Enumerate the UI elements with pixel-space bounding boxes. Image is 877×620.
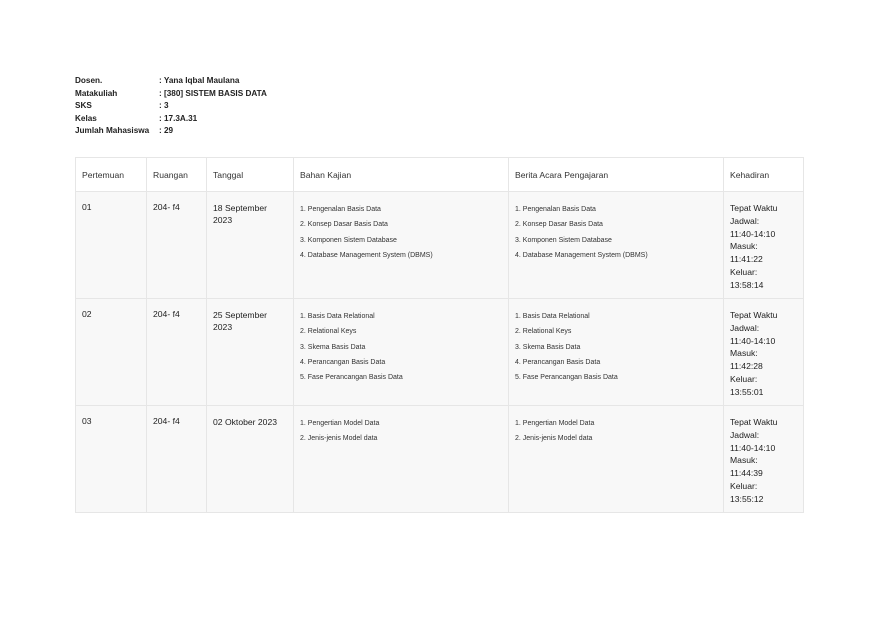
list-item: 2. Konsep Dasar Basis Data — [300, 221, 388, 229]
info-label: Matakuliah — [75, 88, 118, 98]
list-item: 1. Pengenalan Basis Data — [300, 206, 381, 213]
header-bahan-kajian: Bahan Kajian — [294, 158, 509, 192]
cell-berita-acara — [509, 299, 724, 406]
info-value: : [380] SISTEM BASIS DATA — [159, 88, 267, 98]
info-value: : Yana Iqbal Maulana — [159, 76, 240, 85]
list-item: 1. Pengertian Model Data — [515, 420, 595, 427]
info-row-matakuliah — [75, 88, 267, 101]
cell-kehadiran — [724, 192, 804, 299]
cell-bahan-kajian — [294, 299, 509, 406]
info-row-kelas — [75, 113, 267, 126]
list-item: 5. Fase Perancangan Basis Data — [515, 374, 618, 382]
list-item: 5. Fase Perancangan Basis Data — [300, 374, 403, 382]
attendance-label: Jadwal: — [730, 215, 760, 226]
attendance-label: Masuk: — [730, 348, 758, 359]
list-item: 1. Pengertian Model Data — [300, 420, 380, 427]
info-value: : 17.3A.31 — [159, 113, 198, 123]
list-item: 1. Basis Data Relational — [515, 313, 590, 320]
list-item: 3. Komponen Sistem Database — [300, 236, 397, 244]
header-ruangan: Ruangan — [147, 158, 207, 192]
header-tanggal: Tanggal — [207, 158, 294, 192]
list-item: 1. Basis Data Relational — [300, 313, 375, 320]
cell-pertemuan: 01 — [76, 192, 147, 299]
attendance-label: Masuk: — [730, 455, 758, 466]
cell-kehadiran — [724, 299, 804, 406]
attendance-label: Keluar: — [730, 266, 758, 277]
attendance-label: Jadwal: — [730, 429, 760, 440]
list-item: 4. Perancangan Basis Data — [515, 358, 601, 366]
attendance-value: 11:44:39 — [730, 468, 763, 479]
list-item: 2. Relational Keys — [515, 328, 572, 336]
list-item: 3. Skema Basis Data — [515, 343, 581, 351]
list-item: 1. Pengenalan Basis Data — [515, 206, 596, 213]
cell-ruangan: 204- f4 — [147, 299, 207, 406]
list-item: 4. Database Management System (DBMS) — [300, 251, 433, 259]
cell-berita-acara — [509, 192, 724, 299]
cell-bahan-kajian — [294, 406, 509, 513]
info-row-sks — [75, 100, 267, 113]
info-row-dosen — [75, 75, 267, 88]
course-info — [75, 75, 267, 138]
table-row — [76, 299, 804, 406]
header-berita-acara: Berita Acara Pengajaran — [509, 158, 724, 192]
info-row-jumlah-mahasiswa — [75, 125, 267, 138]
cell-tanggal: 25 September 2023 — [207, 299, 294, 406]
info-label: Dosen. — [75, 76, 103, 85]
attendance-status: Tepat Waktu — [730, 417, 778, 427]
header-pertemuan: Pertemuan — [76, 158, 147, 192]
table-row — [76, 406, 804, 513]
attendance-label: Keluar: — [730, 373, 758, 384]
cell-pertemuan: 03 — [76, 406, 147, 513]
cell-kehadiran — [724, 406, 804, 513]
table-header-row — [76, 158, 804, 192]
list-item: 4. Perancangan Basis Data — [300, 358, 386, 366]
attendance-label: Masuk: — [730, 241, 758, 252]
info-value: : 3 — [159, 101, 169, 111]
cell-pertemuan: 02 — [76, 299, 147, 406]
list-item: 3. Skema Basis Data — [300, 343, 366, 351]
attendance-value: 13:58:14 — [730, 279, 764, 290]
list-item: 4. Database Management System (DBMS) — [515, 251, 648, 259]
attendance-value: 11:40-14:10 — [730, 442, 776, 453]
list-item: 2. Jenis-jenis Model data — [515, 435, 593, 443]
list-item: 3. Komponen Sistem Database — [515, 236, 612, 244]
info-label: Kelas — [75, 113, 97, 123]
list-item: 2. Relational Keys — [300, 328, 357, 336]
attendance-value: 11:42:28 — [730, 361, 763, 372]
attendance-label: Jadwal: — [730, 322, 760, 333]
header-kehadiran: Kehadiran — [724, 158, 804, 192]
cell-berita-acara — [509, 406, 724, 513]
cell-tanggal: 18 September 2023 — [207, 192, 294, 299]
attendance-value: 11:41:22 — [730, 254, 763, 265]
list-item: 2. Konsep Dasar Basis Data — [515, 221, 603, 229]
cell-ruangan: 204- f4 — [147, 192, 207, 299]
info-label: SKS — [75, 101, 92, 111]
cell-tanggal: 02 Oktober 2023 — [207, 406, 294, 513]
attendance-status: Tepat Waktu — [730, 310, 778, 320]
attendance-value: 11:40-14:10 — [730, 228, 776, 239]
list-item: 2. Jenis-jenis Model data — [300, 435, 378, 443]
attendance-value: 11:40-14:10 — [730, 335, 776, 346]
table-row — [76, 192, 804, 299]
cell-ruangan: 204- f4 — [147, 406, 207, 513]
cell-bahan-kajian — [294, 192, 509, 299]
attendance-label: Keluar: — [730, 480, 758, 491]
attendance-value: 13:55:12 — [730, 493, 764, 504]
attendance-status: Tepat Waktu — [730, 203, 778, 213]
info-value: : 29 — [159, 126, 174, 136]
attendance-table — [75, 157, 804, 513]
attendance-value: 13:55:01 — [730, 386, 764, 397]
info-label: Jumlah Mahasiswa — [75, 126, 150, 136]
